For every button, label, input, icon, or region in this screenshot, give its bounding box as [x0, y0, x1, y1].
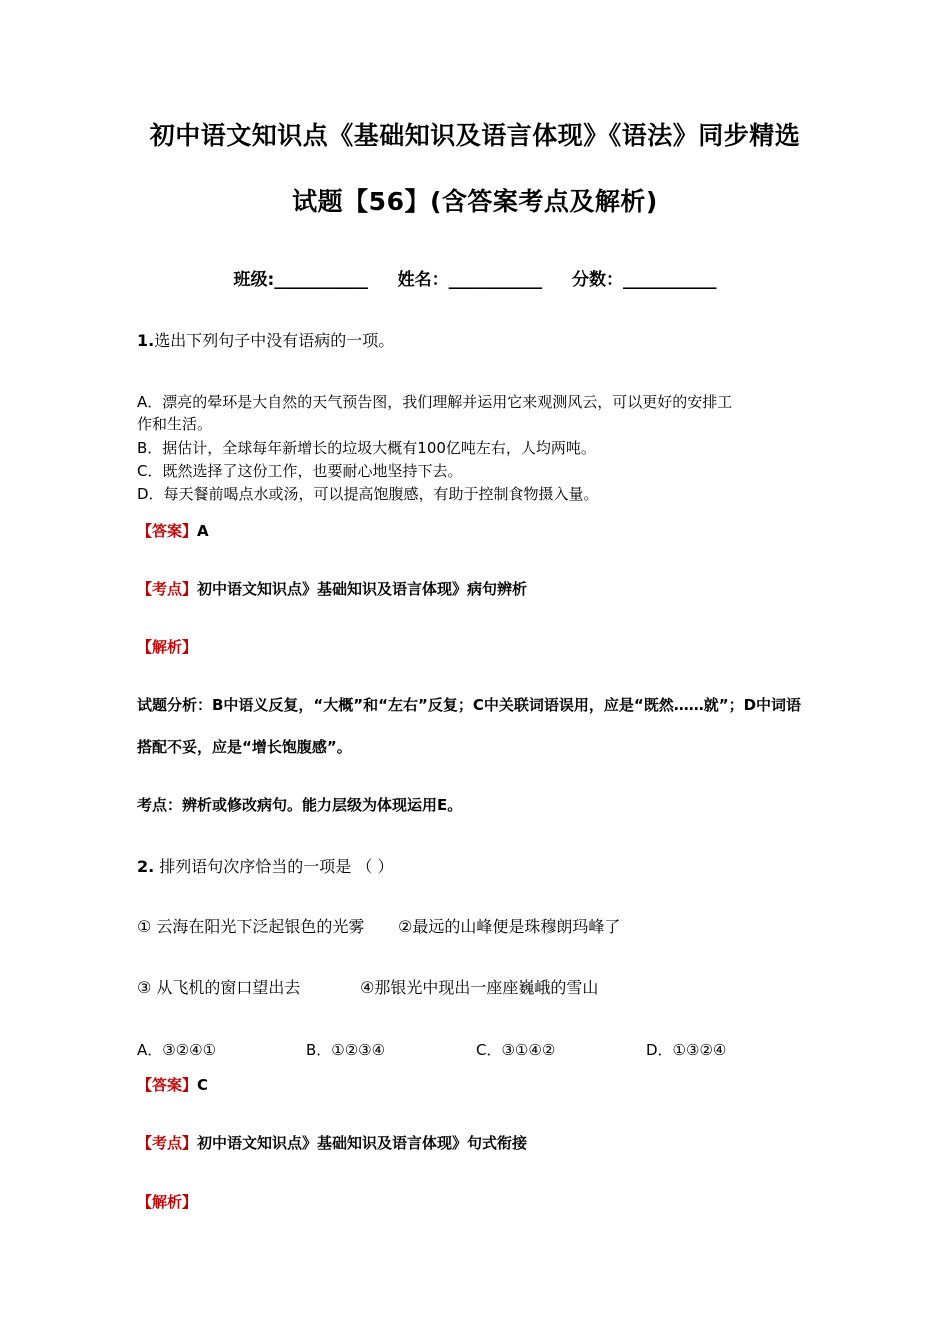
q1-analysis-line1: 试题分析：B中语义反复，“大概”和“左右”反复；C中关联词语误用，应是“既然……就”；D中词语	[137, 696, 802, 714]
name-blank: ___________	[448, 270, 543, 290]
q2-answer	[137, 1074, 208, 1095]
score-blank: ___________	[623, 270, 717, 290]
q2-sentence-4: ④那银光中现出一座座巍峨的雪山	[360, 978, 599, 997]
q2-point	[137, 1132, 527, 1153]
name-label: 姓名：	[397, 270, 449, 290]
class-blank: ___________	[274, 270, 368, 290]
question-1-stem	[137, 328, 394, 351]
q2-analysis-label: 【解析】	[137, 1193, 198, 1211]
q1-point	[137, 578, 527, 599]
q2-answer-label: 【答案】	[137, 1076, 198, 1094]
question-1-number: 1.	[137, 331, 155, 350]
q1-option-a-line1: A．漂亮的晕环是大自然的天气预告图，我们理解并运用它来观测风云，可以更好的安排工	[137, 393, 733, 411]
question-2-number: 2.	[137, 857, 155, 876]
q2-choice-d: D．①③②④	[646, 1041, 727, 1059]
q1-analysis-heading	[137, 636, 197, 657]
q2-choice-b: B．①②③④	[306, 1041, 386, 1059]
question-2-text: 排列语句次序恰当的一项是 （ ）	[154, 857, 394, 876]
q2-sentence-1: ① 云海在阳光下泛起银色的光雾	[137, 917, 365, 936]
q1-kaodian: 考点：辨析或修改病句。能力层级为体现运用E。	[137, 796, 463, 814]
q1-option-b: B．据估计，全球每年新增长的垃圾大概有100亿吨左右，人均两吨。	[137, 439, 596, 457]
question-1-text: 选出下列句子中没有语病的一项。	[154, 331, 395, 350]
q2-point-value: 初中语文知识点》基础知识及语言体现》句式衔接	[197, 1134, 528, 1152]
q1-analysis-label: 【解析】	[137, 638, 198, 656]
q1-point-value: 初中语文知识点》基础知识及语言体现》病句辨析	[197, 580, 528, 598]
q1-option-a-line2: 作和生活。	[137, 415, 213, 433]
q2-sentence-2: ②最远的山峰便是珠穆朗玛峰了	[398, 917, 621, 936]
q1-analysis-line2: 搭配不妥，应是“增长饱腹感”。	[137, 738, 352, 756]
q1-answer-value: A	[197, 522, 209, 540]
doc-title-line2: 试题【56】(含答案考点及解析)	[292, 187, 658, 216]
student-info-row	[0, 265, 950, 290]
class-label: 班级:	[233, 270, 275, 290]
q2-choice-a: A．③②④①	[137, 1041, 217, 1059]
q2-point-label: 【考点】	[137, 1134, 198, 1152]
q2-choice-c: C．③①④②	[476, 1041, 556, 1059]
question-2-stem	[137, 854, 393, 877]
score-label: 分数：	[572, 270, 623, 290]
q1-answer-label: 【答案】	[137, 522, 198, 540]
q1-point-label: 【考点】	[137, 580, 198, 598]
q1-answer	[137, 520, 209, 541]
q1-option-d: D．每天餐前喝点水或汤，可以提高饱腹感，有助于控制食物摄入量。	[137, 485, 599, 503]
q2-answer-value: C	[197, 1076, 209, 1094]
doc-title-line1: 初中语文知识点《基础知识及语言体现》《语法》同步精选	[149, 121, 801, 150]
q2-analysis-heading	[137, 1191, 197, 1212]
q2-sentence-3: ③ 从飞机的窗口望出去	[137, 978, 301, 997]
q1-option-c: C．既然选择了这份工作，也要耐心地坚持下去。	[137, 462, 463, 480]
